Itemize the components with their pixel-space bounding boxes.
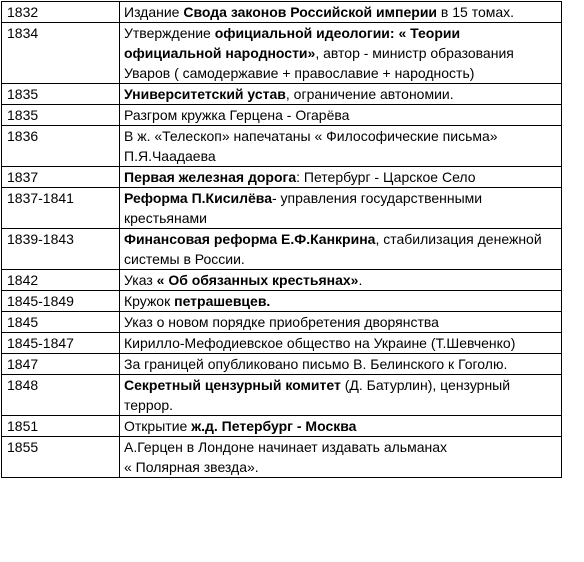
event-text-bold: ж.д. Петербург - Москва <box>191 418 357 434</box>
table-row <box>2 333 562 354</box>
table-row <box>2 84 562 105</box>
chronology-table <box>1 1 562 478</box>
year-cell: 1836 <box>2 126 120 167</box>
event-cell <box>120 270 562 291</box>
event-text-bold: « Об обязанных крестьянах» <box>156 272 359 288</box>
year-cell: 1842 <box>2 270 120 291</box>
table-row <box>2 416 562 437</box>
year-cell: 1855 <box>2 437 120 478</box>
event-text: За границей опубликовано письмо В. Белинского к Гоголю. <box>124 356 508 372</box>
event-cell <box>120 312 562 333</box>
event-text: Утверждение <box>124 25 215 41</box>
event-text: Открытие <box>124 418 192 434</box>
event-cell <box>120 291 562 312</box>
event-text-bold: Реформа П.Кисилёва <box>124 190 272 206</box>
event-cell <box>120 105 562 126</box>
year-cell: 1839-1843 <box>2 229 120 270</box>
year-cell: 1847 <box>2 354 120 375</box>
event-text: , стабилизация денежной системы в России. <box>124 231 542 267</box>
table-row <box>2 229 562 270</box>
table-row <box>2 291 562 312</box>
table-row <box>2 105 562 126</box>
event-text: (Д. Батурлин), цензурный террор. <box>124 377 511 413</box>
event-cell <box>120 437 562 478</box>
event-cell <box>120 84 562 105</box>
event-text-bold: Свода законов Российской империи <box>183 4 438 20</box>
year-cell: 1845-1849 <box>2 291 120 312</box>
year-cell: 1837 <box>2 167 120 188</box>
event-cell <box>120 375 562 416</box>
year-cell: 1835 <box>2 84 120 105</box>
table-row <box>2 188 562 229</box>
event-text: А.Герцен в Лондоне начинает издавать альманах « Полярная звезда». <box>124 439 447 475</box>
table-row <box>2 375 562 416</box>
year-cell: 1834 <box>2 23 120 84</box>
table-row <box>2 126 562 167</box>
event-text-bold: Университетский устав <box>124 86 286 102</box>
table-row <box>2 167 562 188</box>
event-cell <box>120 229 562 270</box>
event-text: , ограничение автономии. <box>285 86 454 102</box>
event-cell <box>120 2 562 23</box>
event-text-bold: петрашевцев. <box>174 293 271 309</box>
event-text: Издание <box>124 4 184 20</box>
year-cell: 1851 <box>2 416 120 437</box>
event-text-bold: Финансовая реформа Е.Ф.Канкрина <box>124 231 376 247</box>
event-cell <box>120 126 562 167</box>
year-cell: 1837-1841 <box>2 188 120 229</box>
table-row <box>2 2 562 23</box>
event-cell <box>120 23 562 84</box>
year-cell: 1832 <box>2 2 120 23</box>
year-cell: 1845-1847 <box>2 333 120 354</box>
table-row <box>2 437 562 478</box>
event-text: в 15 томах. <box>437 4 515 20</box>
event-text: - управления государственными крестьянами <box>124 190 483 226</box>
event-text: Указ <box>124 272 157 288</box>
event-text: . <box>358 272 363 288</box>
event-text: : Петербург - Царское Село <box>296 169 476 185</box>
event-cell <box>120 188 562 229</box>
year-cell: 1835 <box>2 105 120 126</box>
event-text: Кирилло-Мефодиевское общество на Украине (Т.Шевченко) <box>124 335 516 351</box>
year-cell: 1848 <box>2 375 120 416</box>
event-text: В ж. «Телескоп» напечатаны « Философические письма» П.Я.Чаадаева <box>124 128 498 164</box>
year-cell: 1845 <box>2 312 120 333</box>
event-cell <box>120 354 562 375</box>
table-row <box>2 270 562 291</box>
table-row <box>2 312 562 333</box>
event-text-bold: Секретный цензурный комитет <box>124 377 341 393</box>
event-text: Указ о новом порядке приобретения дворянства <box>124 314 439 330</box>
table-row <box>2 23 562 84</box>
event-text: Разгром кружка Герцена - Огарёва <box>124 107 350 123</box>
table-row <box>2 354 562 375</box>
chronology-table-body <box>2 2 562 478</box>
event-cell <box>120 333 562 354</box>
event-text: , автор - министр образования Уваров ( самодержавие + православие + народность) <box>124 45 514 81</box>
event-cell <box>120 167 562 188</box>
event-cell <box>120 416 562 437</box>
event-text: Кружок <box>124 293 175 309</box>
event-text-bold: Первая железная дорога <box>124 169 297 185</box>
event-text-bold: официальной идеологии: « Теории официальной народности» <box>124 25 461 61</box>
